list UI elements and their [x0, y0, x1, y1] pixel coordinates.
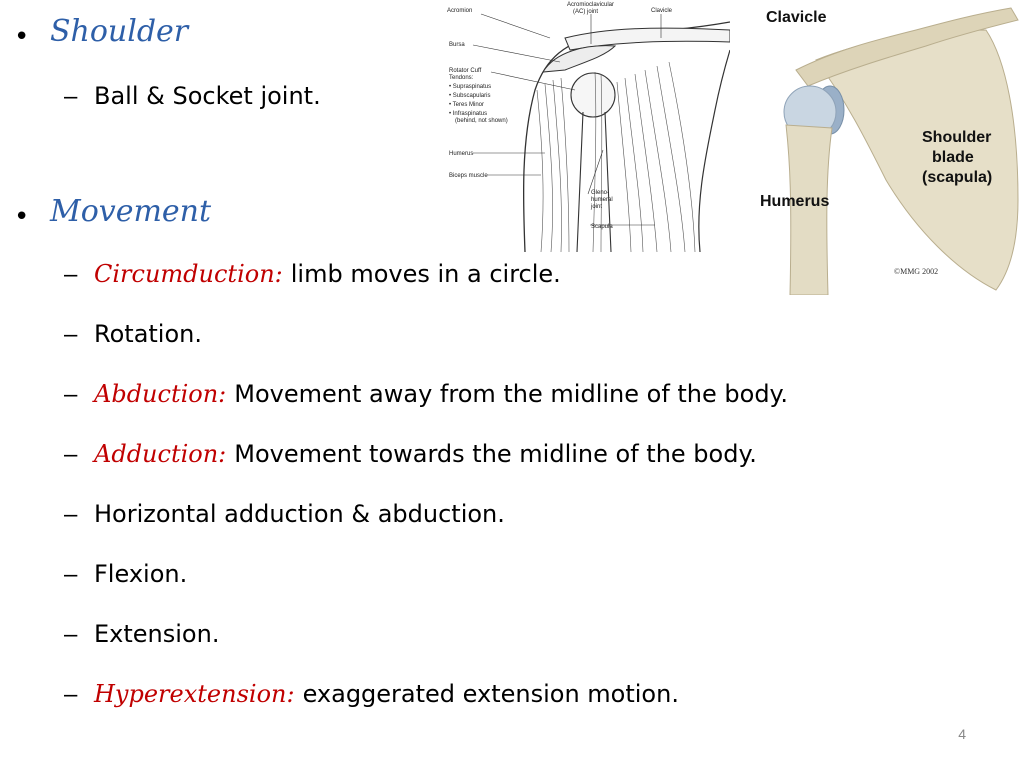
list-item [64, 500, 505, 529]
dash-marker: – [64, 561, 78, 588]
bullet-dot: • [14, 202, 30, 232]
label-gleno-1: Gleno- [591, 190, 610, 196]
shoulder-anatomy-diagram [445, 0, 730, 252]
dash-marker: – [64, 621, 78, 648]
label-rotator-2: Tendons: [449, 75, 474, 81]
item-text: exaggerated extension motion. [302, 680, 679, 708]
item-text: Flexion. [94, 560, 188, 588]
section-heading-movement [50, 194, 211, 229]
list-item [64, 82, 321, 111]
label-subscapularis: • Subscapularis [449, 93, 491, 99]
heading-text: Movement [50, 194, 212, 229]
item-term: Hyperextension: [94, 680, 295, 708]
list-item [64, 560, 187, 589]
heading-text: Shoulder [50, 14, 189, 49]
item-text: Ball & Socket joint. [94, 82, 321, 110]
item-text: Movement away from the midline of the body. [234, 380, 788, 408]
item-text: Movement towards the midline of the body. [234, 440, 757, 468]
label-behind: (behind, not shown) [455, 118, 508, 124]
label-rotator-1: Rotator Cuff [449, 68, 482, 74]
list-item [64, 320, 202, 349]
list-item [64, 620, 219, 649]
label-clavicle: Clavicle [651, 8, 673, 14]
label-supraspinatus: • Supraspinatus [449, 84, 492, 90]
label-infraspinatus: • Infraspinatus [449, 111, 488, 117]
label-bursa: Bursa [449, 42, 465, 48]
item-text: Horizontal adduction & abduction. [94, 500, 505, 528]
dash-marker: – [64, 261, 78, 288]
label-teres-minor: • Teres Minor [449, 102, 485, 108]
label-biceps: Biceps muscle [449, 173, 488, 179]
list-item [64, 260, 561, 289]
label-ac-joint-1: Acromioclavicular [567, 2, 615, 8]
label-scapula: (scapula) [922, 169, 993, 186]
item-text: limb moves in a circle. [290, 260, 561, 288]
item-text: Rotation. [94, 320, 202, 348]
item-term: Adduction: [94, 440, 227, 468]
list-item [64, 380, 788, 409]
item-term: Circumduction: [94, 260, 283, 288]
item-text: Extension. [94, 620, 220, 648]
section-heading-shoulder [50, 14, 188, 49]
list-item [64, 680, 679, 709]
dash-marker: – [64, 441, 78, 468]
label-humerus: Humerus [760, 193, 830, 210]
list-item [64, 440, 757, 469]
label-gleno-2: humeral [591, 197, 613, 203]
label-acromion: Acromion [447, 8, 473, 14]
label-gleno-3: joint [591, 204, 603, 210]
dash-marker: – [64, 83, 78, 110]
label-shoulder: Shoulder [922, 129, 992, 146]
shoulder-bones-illustration [756, 0, 1024, 295]
label-humerus: Humerus [449, 151, 474, 157]
page-number: 4 [958, 726, 966, 742]
dash-marker: – [64, 681, 78, 708]
item-term: Abduction: [94, 380, 227, 408]
dash-marker: – [64, 381, 78, 408]
label-clavicle: Clavicle [766, 9, 827, 26]
label-ac-joint-2: (AC) joint [573, 9, 599, 15]
label-copyright: ©MMG 2002 [894, 267, 939, 276]
dash-marker: – [64, 321, 78, 348]
bullet-dot: • [14, 22, 30, 52]
dash-marker: – [64, 501, 78, 528]
label-blade: blade [932, 149, 974, 166]
label-scapula: Scapula [591, 224, 613, 230]
